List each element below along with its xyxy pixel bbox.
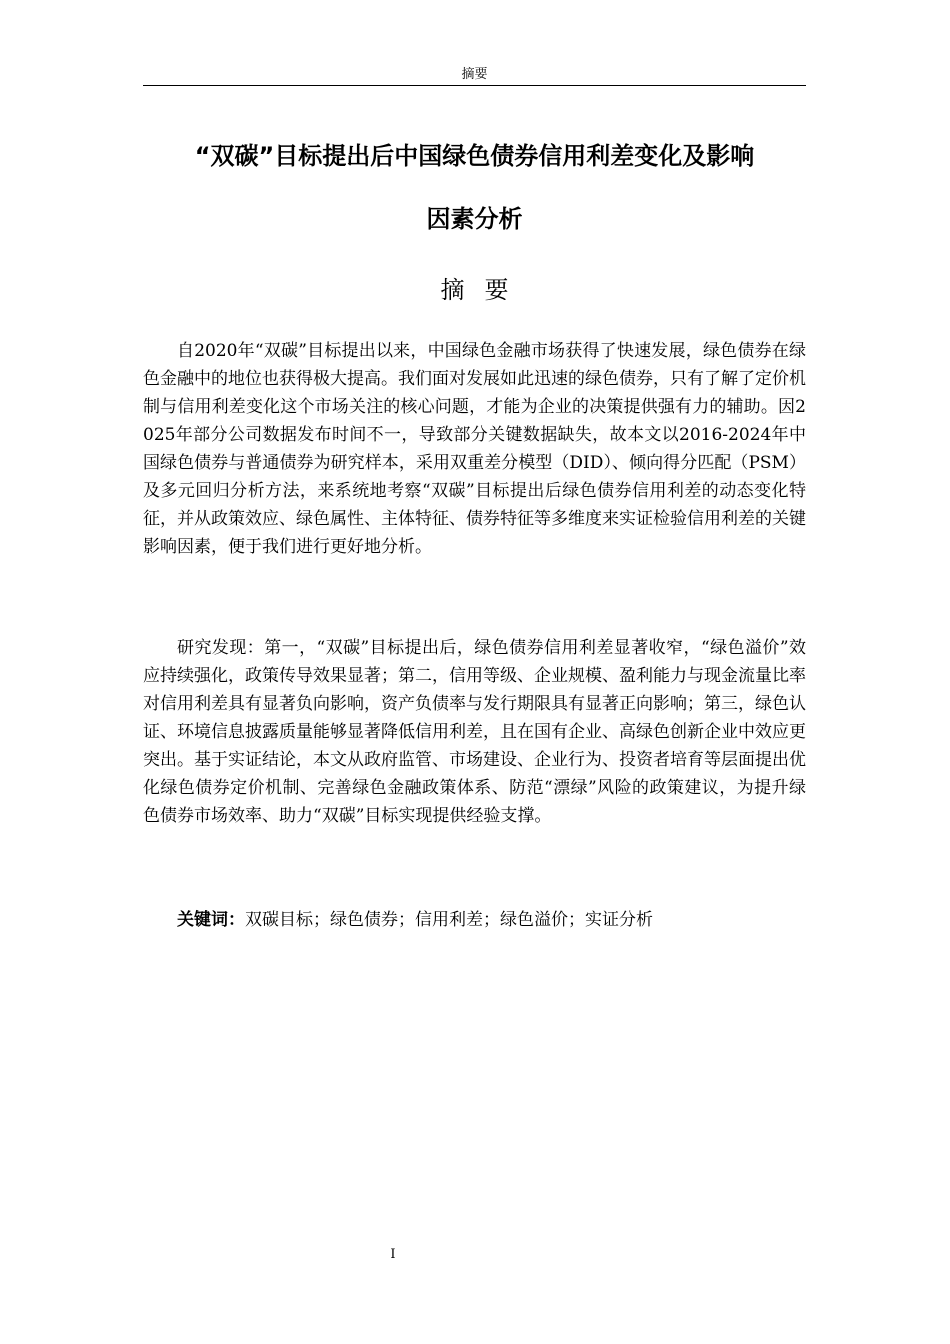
abstract-paragraph-1-block xyxy=(143,337,806,561)
running-header: 摘要 xyxy=(461,67,488,82)
abstract-paragraph-2-block xyxy=(143,634,806,830)
page-number: I xyxy=(390,1247,396,1262)
header-rule xyxy=(143,85,806,86)
keywords-line xyxy=(143,906,806,934)
keywords-list: 双碳目标；绿色债券；信用利差；绿色溢价；实证分析 xyxy=(245,910,653,930)
abstract-paragraph-2: 研究发现：第一，“双碳”目标提出后，绿色债券信用利差显著收窄，“绿色溢价”效应持续强化，政策传导效果显著；第二，信用等级、企业规模、盈利能力与现金流量比率对信用利差具有显著负向影响，资产负债率与发行期限具有显著正向影响；第三，绿色认证、环境信息披露质量能够显著降低信用利差，且在国有企业、高绿色创新企业中效应更突出。基于实证结论，本文从政府监管、市场建设、企业行为、投资者培育等层面提出优化绿色债券定价机制、完善绿色金融政策体系、防范“漂绿”风险的政策建议，为提升绿色债券市场效率、助力“双碳”目标实现提供经验支撑。 xyxy=(143,638,806,826)
abstract-heading: 摘要 xyxy=(440,276,529,304)
thesis-title-line-1: “双碳”目标提出后中国绿色债券信用利差变化及影响 xyxy=(194,142,755,170)
thesis-title-line-2: 因素分析 xyxy=(426,205,523,233)
abstract-paragraph-1: 自2020年“双碳”目标提出以来，中国绿色金融市场获得了快速发展，绿色债券在绿色金融中的地位也获得极大提高。我们面对发展如此迅速的绿色债券，只有了解了定价机制与信用利差变化这个市场关注的核心问题，才能为企业的决策提供强有力的辅助。因2025年部分公司数据发布时间不一，导致部分关键数据缺失，故本文以2016-2024年中国绿色债券与普通债券为研究样本，采用双重差分模型（DID）、倾向得分匹配（PSM）及多元回归分析方法，来系统地考察“双碳”目标提出后绿色债券信用利差的动态变化特征，并从政策效应、绿色属性、主体特征、债券特征等多维度来实证检验信用利差的关键影响因素，便于我们进行更好地分析。 xyxy=(143,341,806,557)
keywords-label: 关键词： xyxy=(177,910,245,930)
